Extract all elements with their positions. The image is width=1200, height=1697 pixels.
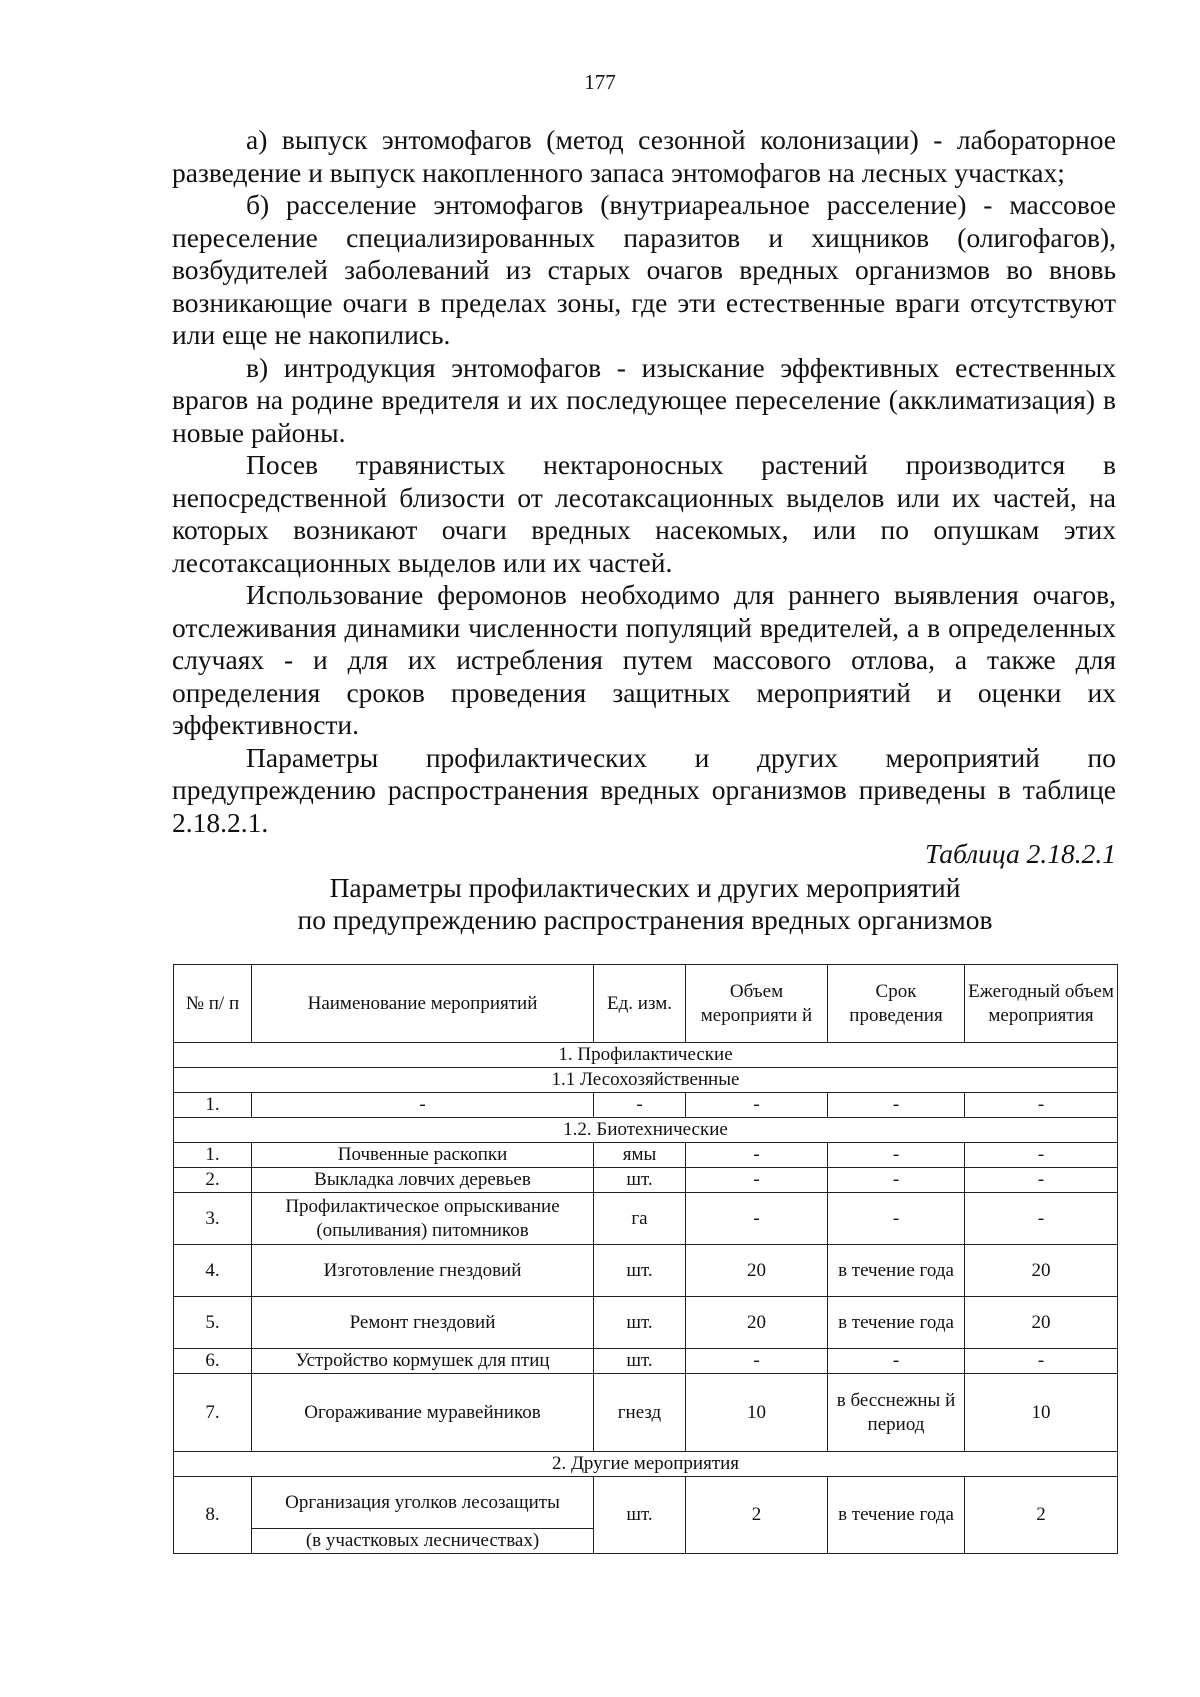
cell-name-top: Организация уголков лесозащиты bbox=[252, 1477, 594, 1529]
header-term: Срок проведения bbox=[828, 965, 965, 1043]
cell-volume: - bbox=[686, 1193, 828, 1245]
cell-volume: 20 bbox=[686, 1245, 828, 1297]
body-text bbox=[172, 124, 1116, 839]
cell-num: 2. bbox=[174, 1168, 252, 1193]
cell-name: Почвенные раскопки bbox=[252, 1143, 594, 1168]
cell-term: - bbox=[828, 1168, 965, 1193]
measures-table-wrap bbox=[173, 964, 1117, 1554]
table-row bbox=[174, 1245, 1118, 1297]
cell-volume: - bbox=[686, 1168, 828, 1193]
cell-annual: - bbox=[965, 1349, 1118, 1374]
cell-annual: 20 bbox=[965, 1245, 1118, 1297]
table-row bbox=[174, 1374, 1118, 1452]
cell-annual: - bbox=[965, 1143, 1118, 1168]
section-row bbox=[174, 1068, 1118, 1093]
cell-unit: шт. bbox=[594, 1168, 686, 1193]
table-row bbox=[174, 1349, 1118, 1374]
paragraph-parameters: Параметры профилактических и других мероприятий по предупреждению распространения вредных организмов приведены в таблице 2.18.2.1. bbox=[172, 741, 1116, 838]
cell-volume: - bbox=[686, 1143, 828, 1168]
cell-num: 6. bbox=[174, 1349, 252, 1374]
cell-num: 3. bbox=[174, 1193, 252, 1245]
page-number: 177 bbox=[584, 70, 616, 94]
table-row bbox=[174, 1168, 1118, 1193]
cell-name: Профилактическое опрыскивание (опыливания) питомников bbox=[252, 1193, 594, 1245]
cell-annual: - bbox=[965, 1168, 1118, 1193]
cell-term: - bbox=[828, 1143, 965, 1168]
cell-annual: 2 bbox=[965, 1477, 1118, 1554]
paragraph-a: а) выпуск энтомофагов (метод сезонной колонизации) - лабораторное разведение и выпуск накопленного запаса энтомофагов на лесных участках; bbox=[172, 124, 1116, 188]
cell-unit: - bbox=[594, 1093, 686, 1118]
cell-annual: - bbox=[965, 1093, 1118, 1118]
paragraph-sowing: Посев травянистых нектароносных растений производится в непосредственной близости от лесотаксационных выделов или их частей, на которых возникают очаги вредных насекомых, или по опушкам этих лесотаксационных выделов или их частей. bbox=[172, 449, 1116, 578]
cell-term: - bbox=[828, 1349, 965, 1374]
cell-volume: - bbox=[686, 1349, 828, 1374]
header-annual: Ежегодный объем мероприятия bbox=[965, 965, 1118, 1043]
table-header-row bbox=[174, 965, 1118, 1043]
cell-name: Ремонт гнездовий bbox=[252, 1297, 594, 1349]
table-caption-line2: по предупреждению распространения вредных организмов bbox=[297, 904, 993, 935]
table-label: Таблица 2.18.2.1 bbox=[924, 838, 1116, 869]
cell-unit: га bbox=[594, 1193, 686, 1245]
cell-name: Огораживание муравейников bbox=[252, 1374, 594, 1452]
paragraph-b: б) расселение энтомофагов (внутриареальное расселение) - массовое переселение специализированных паразитов и хищников (олигофагов), возбудителей заболеваний из старых очагов вредных организмов во вновь возникающие очаги в пределах зоны, где эти естественные враги отсутствуют или еще не накопились. bbox=[172, 189, 1116, 350]
cell-name-bottom: (в участковых лесничествах) bbox=[252, 1529, 594, 1554]
cell-name: Изготовление гнездовий bbox=[252, 1245, 594, 1297]
section-forestry: 1.1 Лесохозяйственные bbox=[174, 1068, 1118, 1093]
cell-unit: ямы bbox=[594, 1143, 686, 1168]
cell-num: 1. bbox=[174, 1143, 252, 1168]
header-num: № п/ п bbox=[174, 965, 252, 1043]
header-name: Наименование мероприятий bbox=[252, 965, 594, 1043]
table-row bbox=[174, 1143, 1118, 1168]
cell-name: - bbox=[252, 1093, 594, 1118]
table-row bbox=[174, 1093, 1118, 1118]
cell-volume: - bbox=[686, 1093, 828, 1118]
cell-term: в течение года bbox=[828, 1297, 965, 1349]
section-preventive: 1. Профилактические bbox=[174, 1043, 1118, 1068]
cell-unit: шт. bbox=[594, 1297, 686, 1349]
cell-annual: 10 bbox=[965, 1374, 1118, 1452]
cell-num: 1. bbox=[174, 1093, 252, 1118]
header-volume: Объем мероприяти й bbox=[686, 965, 828, 1043]
cell-term: в течение года bbox=[828, 1477, 965, 1554]
cell-annual: - bbox=[965, 1193, 1118, 1245]
cell-unit: шт. bbox=[594, 1349, 686, 1374]
paragraph-c: в) интродукция энтомофагов - изыскание эффективных естественных врагов на родине вредителя и их последующее переселение (акклиматизация) в новые районы. bbox=[172, 351, 1116, 448]
cell-term: в течение года bbox=[828, 1245, 965, 1297]
cell-num: 8. bbox=[174, 1477, 252, 1554]
cell-num: 5. bbox=[174, 1297, 252, 1349]
cell-volume: 10 bbox=[686, 1374, 828, 1452]
cell-volume: 2 bbox=[686, 1477, 828, 1554]
table-caption bbox=[0, 872, 1200, 936]
section-row bbox=[174, 1118, 1118, 1143]
measures-table bbox=[173, 964, 1118, 1554]
table-row bbox=[174, 1477, 1118, 1529]
section-row bbox=[174, 1452, 1118, 1477]
header-unit: Ед. изм. bbox=[594, 965, 686, 1043]
paragraph-pheromones: Использование феромонов необходимо для раннего выявления очагов, отслеживания динамики численности популяций вредителей, а в определенных случаях - и для их истребления путем массового отлова, а также для определения сроков проведения защитных мероприятий и оценки их эффективности. bbox=[172, 579, 1116, 740]
table-row bbox=[174, 1297, 1118, 1349]
section-other: 2. Другие мероприятия bbox=[174, 1452, 1118, 1477]
cell-num: 7. bbox=[174, 1374, 252, 1452]
cell-unit: шт. bbox=[594, 1477, 686, 1554]
table-row bbox=[174, 1193, 1118, 1245]
cell-volume: 20 bbox=[686, 1297, 828, 1349]
cell-term: - bbox=[828, 1193, 965, 1245]
cell-num: 4. bbox=[174, 1245, 252, 1297]
cell-name: Выкладка ловчих деревьев bbox=[252, 1168, 594, 1193]
section-biotechnical: 1.2. Биотехнические bbox=[174, 1118, 1118, 1143]
cell-term: в бесснежны й период bbox=[828, 1374, 965, 1452]
section-row bbox=[174, 1043, 1118, 1068]
cell-term: - bbox=[828, 1093, 965, 1118]
table-caption-line1: Параметры профилактических и других мероприятий bbox=[329, 872, 961, 903]
cell-unit: шт. bbox=[594, 1245, 686, 1297]
cell-annual: 20 bbox=[965, 1297, 1118, 1349]
cell-unit: гнезд bbox=[594, 1374, 686, 1452]
cell-name: Устройство кормушек для птиц bbox=[252, 1349, 594, 1374]
